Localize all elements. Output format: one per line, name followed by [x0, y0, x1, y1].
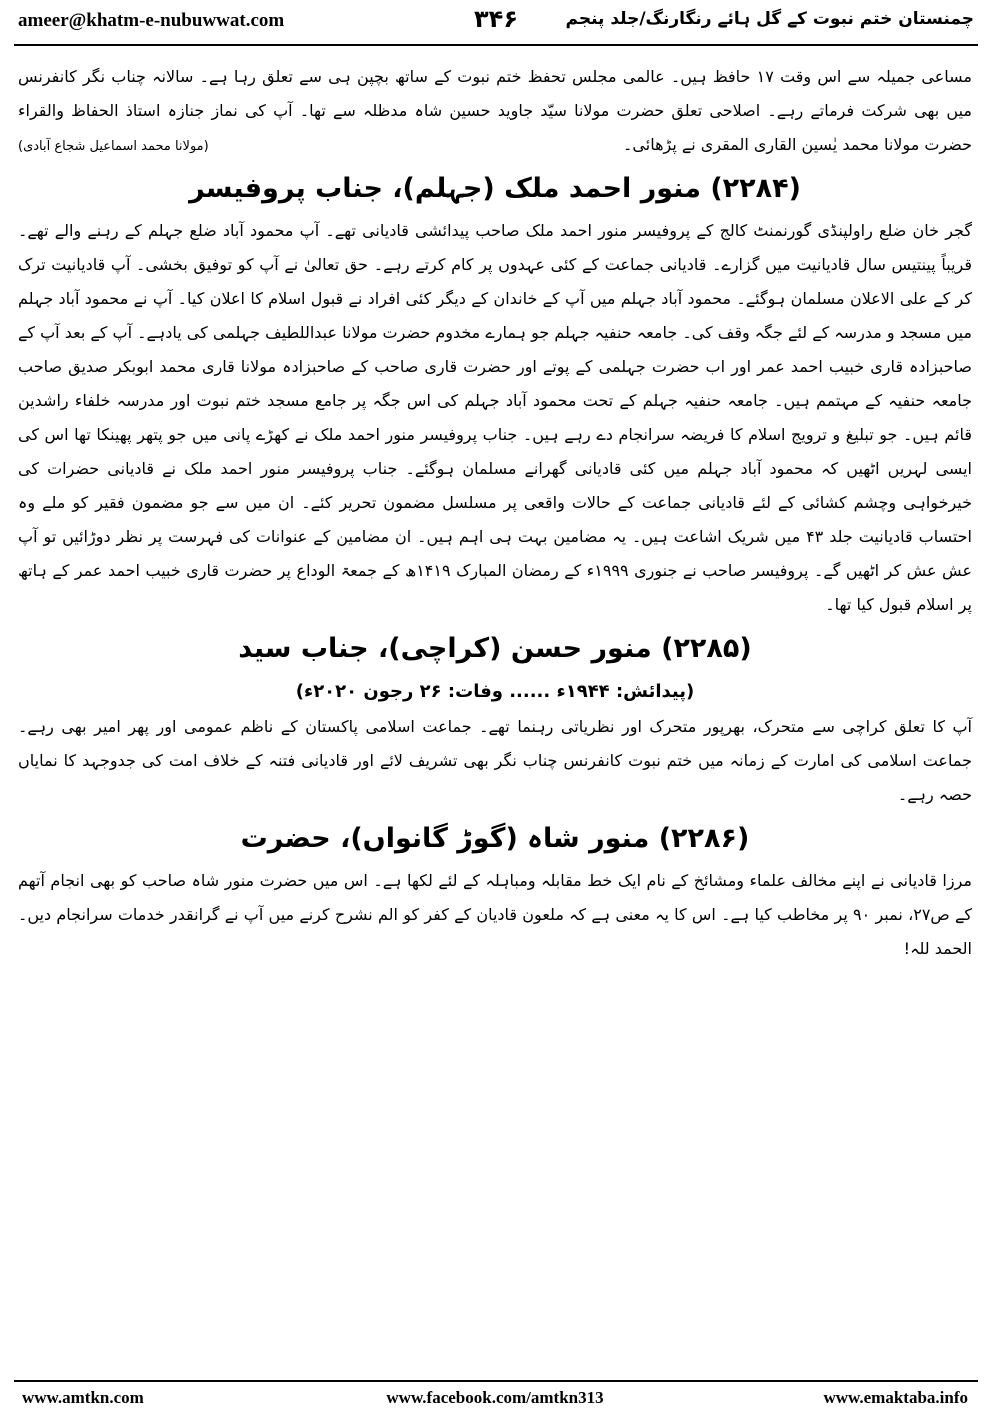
- footer-link-left: www.amtkn.com: [22, 1388, 144, 1407]
- section-paragraph-2284: گجر خان ضلع راولپنڈی گورنمنٹ کالج کے پروفیسر منور احمد ملک صاحب پیدائشی قادیانی تھے۔ آپ محمود آباد ضلع جہلم کے رہنے والے تھے۔ قریباً پینتیس سال قادیانیت میں گزارے۔ قادیانی جماعت کے کئی عہدوں پر کام کرتے رہے۔ حق تعالیٰ نے آپ کو توفیق بخشی۔ آپ قادیانیت ترک کر کے علی الاعلان مسلمان ہوگئے۔ محمود آباد جہلم میں آپ کے خاندان کے دیگر کئی افراد نے قبول اسلام کا اعلان کیا۔ آپ نے محمود آباد جہلم میں مسجد و مدرسہ کے لئے جگہ وقف کی۔ جامعہ حنفیہ جہلم جو ہمارے مخدوم حضرت مولانا عبداللطیف جہلمی کی یادہے۔ آپ کے بعد آپ کے صاحبزادہ قاری خبیب احمد عمر اور اب حضرت جہلمی کے پوتے اور حضرت قاری صاحب کے صاحبزادہ مولانا قاری محمد ابوبکر صدیق صاحب جامعہ حنفیہ کے مہتمم ہیں۔ جامعہ حنفیہ جہلم کے تحت محمود آباد جہلم کی اس جگہ پر جامع مسجد ختم نبوت اور مدرسہ خلفاء راشدین قائم ہیں۔ جو تبلیغ و ترویج اسلام کا فریضہ سرانجام دے رہے ہیں۔ جناب پروفیسر منور احمد ملک نے کھڑے پانی میں جو پتھر پھینکا تھا اس کی ایسی لہریں اٹھیں کہ محمود آباد جہلم میں کئی قادیانی گھرانے مسلمان ہوگئے۔ جناب پروفیسر منور احمد ملک نے قادیانی حضرات کی خیرخواہی وچشم کشائی کے لئے قادیانی جماعت کے حالات واقعی پر مسلسل مضمون تحریر کئے۔ ان میں سے جو مضمون فقیر کو ملے وہ احتساب قادیانیت جلد ۴۳ میں شریک اشاعت ہیں۔ یہ مضامین بہت ہی اہم ہیں۔ ان مضامین کے عنوانات کی فہرست پر نظر دوڑائیں تو آپ عش عش کر اٹھیں گے۔ پروفیسر صاحب نے جنوری ۱۹۹۹ء کے رمضان المبارک ۱۴۱۹ھ کے جمعۃ الوداع پر حضرت قاری خبیب احمد عمر کے ہاتھ پر اسلام قبول کیا تھا۔: [18, 221, 973, 614]
- intro-paragraph: مساعی جمیلہ سے اس وقت ۱۷ حافظ ہیں۔ عالمی مجلس تحفظ ختم نبوت کے ساتھ بچپن ہی سے تعلق رہا ہے۔ سالانہ چناب نگر کانفرنس میں بھی شرکت فرماتے رہے۔ اصلاحی تعلق حضرت مولانا سیّد جاوید حسین شاہ مدظلہ سے تھا۔ آپ کی نماز جنازہ استاذ الحفاظ والقراء حضرت مولانا محمد یٰسین القاری المقری نے پڑھائی۔: [18, 67, 973, 154]
- book-title: چمنستان ختم نبوت کے گل ہائے رنگارنگ/جلد پنجم: [565, 9, 974, 29]
- footer-rule: [14, 1380, 978, 1382]
- page-footer: [22, 1388, 968, 1414]
- section-paragraph-2286: مرزا قادیانی نے اپنے مخالف علماء ومشائخ کے نام ایک خط مقابلہ ومباہلہ کے لئے لکھا ہے۔ اس میں حضرت منور شاہ صاحب کو بھی انجام آتھم کے ص۲۷، نمبر ۹۰ پر مخاطب کیا ہے۔ اس کا یہ معنی ہے کہ ملعون قادیان کے کفر کو الم نشرح کرنے میں آپ نے گرانقدر خدمات سرانجام دیں۔ الحمد للہ!: [18, 871, 973, 958]
- footer-link-right: www.emaktaba.info: [823, 1388, 968, 1407]
- header-rule: [14, 44, 978, 46]
- section-heading-2286: (۲۲۸۶) منور شاہ (گوڑ گانواں)، حضرت: [240, 823, 750, 854]
- intro-byline-text: (مولانا محمد اسماعیل شجاع آبادی): [18, 139, 209, 154]
- page-number: ۳۴۶: [474, 5, 518, 33]
- section-heading-2284: (۲۲۸۴) منور احمد ملک (جہلم)، جناب پروفیسر: [189, 173, 801, 204]
- section-paragraph-2285: آپ کا تعلق کراچی سے متحرک، بھرپور متحرک اور نظریاتی رہنما تھے۔ جماعت اسلامی پاکستان کے ناظم عمومی اور پھر امیر بھی رہے۔ جماعت اسلامی کی امارت کے زمانہ میں ختم نبوت کانفرنس چناب نگر بھی تشریف لائے اور قادیانی فتنہ کے خلاف امت کی جدوجہد کا نمایاں حصہ رہے۔: [18, 717, 972, 804]
- page-header: [14, 4, 978, 44]
- section-heading-2285: (۲۲۸۵) منور حسن (کراچی)، جناب سید: [238, 633, 752, 664]
- header-email: ameer@khatm-e-nubuwwat.com: [18, 10, 285, 31]
- section-dates-2285: (پیدائش: ۱۹۴۴ء ...... وفات: ۲۶ رجون ۲۰۲۰ء): [295, 681, 695, 702]
- page-body: [18, 60, 972, 1372]
- footer-link-center: www.facebook.com/amtkn313: [386, 1388, 604, 1407]
